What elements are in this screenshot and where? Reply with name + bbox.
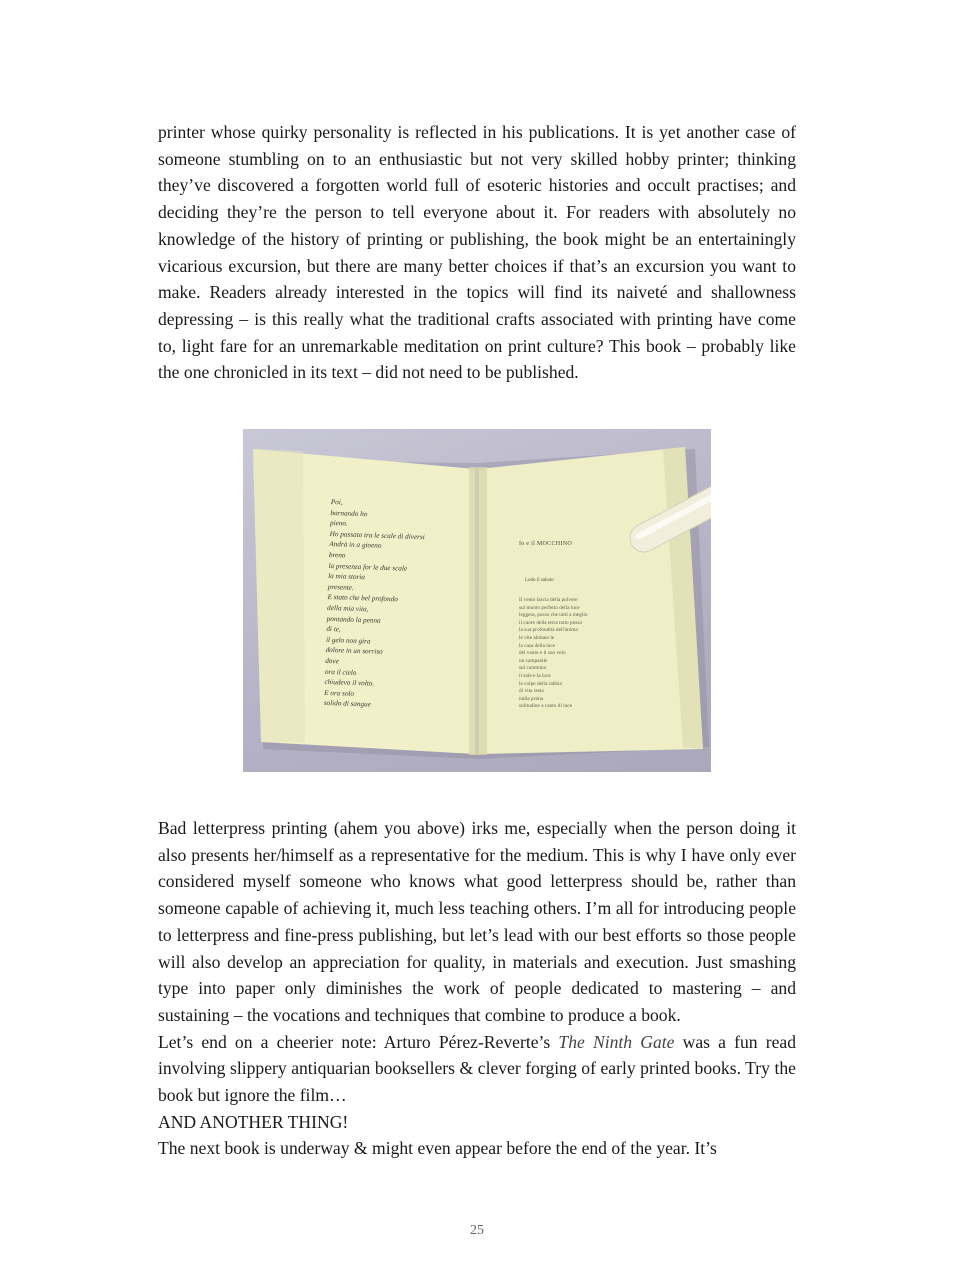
page-number: 25 [470,1223,484,1238]
paragraph-letterpress: Bad letterpress printing (ahem you above) irks me, especially when the person doing it also presents her/himself as a representative for the medium. This is why I have only ever considered myself someone who knows what good letterpress should be, rather than someone capable of achieving it, much less teaching others. I’m all for introducing people to letterpress and fine-press publishing, but let’s lead with our best efforts so those people will also develop an appreciation for quality, in materials and execution. Just smashing type into paper only diminishes the work of people dedicated to mastering – and sustaining – the vocations and techniques that combine to produce a book. [158,818,796,1025]
book-title: The Ninth Gate [558,1031,675,1052]
body-paragraph-1 [158,119,796,386]
paragraph-text: printer whose quirky personality is reflected in his publications. It is yet another case of someone stumbling on to an enthusiastic but not very skilled hobby printer; thinking they’ve discovered a forgotten world full of esoteric histories and occult practises; and deciding they’re the person to tell everyone about it. For readers with absolutely no knowledge of the history of printing or publishing, the book might be an entertainingly vicarious excursion, but there are many better choices if that’s an excursion you want to make. Readers already interested in the topics will find its naiveté and shallowness depressing – is this really what the traditional crafts associated with printing have come to, light fare for an unremarkable meditation on print culture? This book – probably like the one chronicled in its text – did not need to be published. [158,122,796,383]
body-block-2 [158,815,796,1162]
right-page-text: Il vento lascia della polvere sul monto perfetto della luce leggera, posso che tutti a meglio il cuore della terra tutto posso la sua profondità dell'anima le vite abitano le la casa della luce del vento e il suo velo un campanile sul cammino il sole e la luce le colpe della rabbia di vita resta nulla prima solitudine a canto di luce [519,597,588,710]
heading-another-thing: AND ANOTHER THING! [158,1111,349,1132]
right-page-title: Io e il MOCCHINO [519,541,572,547]
book-photo [243,429,711,772]
ninth-gate-rest: was a fun read involving slippery antiquarian booksellers & clever forging of early printed books. Try the book but ignore the film… [158,1031,797,1106]
paragraph-next-book: The next book is underway & might even appear before the end of the year. It’s [158,1138,717,1159]
ninth-gate-intro: Let’s end on a cheerier note: Arturo Pérez-Reverte’s [158,1031,559,1052]
right-page-subtitle: Lodo il sabato [525,578,554,583]
left-page-text: Poi, barnando ho pieno. Ho passato tra le scale di diversi Andrà in a gioeno breno la presenza for le due scale la mia storia presente. E stato che bel profondo della mia vita, pontando la penna di te, il gelo non gira dolore in un sorriso dove ora il cielo chiudeva il volto. E ora solo solido di sangue [323,497,425,709]
paragraph-ninth-gate [158,1029,796,1109]
open-book-illustration [243,429,711,772]
